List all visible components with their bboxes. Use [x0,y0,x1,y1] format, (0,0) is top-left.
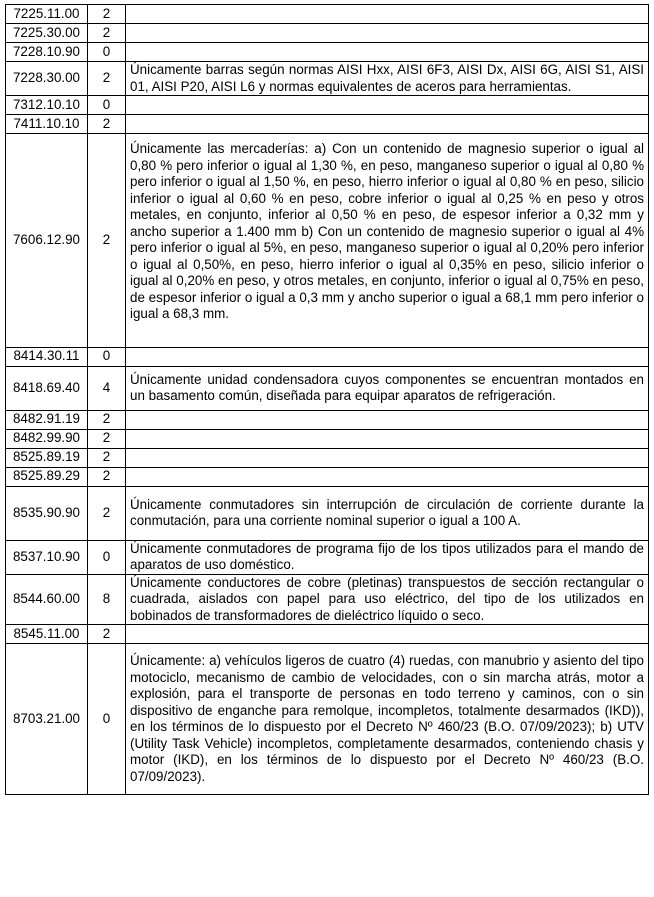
rate-value: 2 [88,115,126,134]
rate-value: 8 [88,574,126,625]
table-row [6,43,649,62]
description: Únicamente conmutadores sin interrupción de circulación de corriente durante la conmutación, para una corriente nominal superior o igual a 100 A. [126,486,649,540]
rate-value: 2 [88,5,126,24]
rate-value: 2 [88,410,126,429]
ncm-code: 8482.99.90 [6,429,88,448]
ncm-code: 8414.30.11 [6,347,88,366]
table-row [6,540,649,574]
rate-value: 2 [88,134,126,348]
ncm-code: 7228.10.90 [6,43,88,62]
ncm-code: 7225.30.00 [6,24,88,43]
description: Únicamente: a) vehículos ligeros de cuatro (4) ruedas, con manubrio y asiento del tipo motociclo, mecanismo de cambio de velocidades, con o sin marcha atrás, motor a explosión, para el transporte de personas en todo terreno y caminos, con o sin dispositivo de enganche para remolque, incompletos, totalmente desarmados (IKD)), en los términos de lo dispuesto por el Decreto Nº 460/23 (B.O. 07/09/2023); b) UTV (Utility Task Vehicle) incompletos, completamente desarmados, conteniendo chasis y motor (IKD), en los términos de lo dispuesto por el Decreto Nº 460/23 (B.O. 07/09/2023). [126,644,649,795]
rate-value: 2 [88,486,126,540]
description [126,5,649,24]
ncm-code: 8537.10.90 [6,540,88,574]
description [126,96,649,115]
rate-value: 2 [88,429,126,448]
ncm-code: 8535.90.90 [6,486,88,540]
description: Únicamente conductores de cobre (pletinas) transpuestos de sección rectangular o cuadrada, aislados con papel para uso eléctrico, del tipo de los utilizados en bobinados de transformadores de dieléctrico líquido o seco. [126,574,649,625]
ncm-code: 7411.10.10 [6,115,88,134]
description [126,410,649,429]
description [126,429,649,448]
description [126,448,649,467]
rate-value: 0 [88,540,126,574]
description [126,467,649,486]
table-row [6,644,649,795]
table-row [6,410,649,429]
ncm-code: 8544.60.00 [6,574,88,625]
table-row [6,24,649,43]
table-row [6,347,649,366]
rate-value: 0 [88,96,126,115]
ncm-code: 8545.11.00 [6,625,88,644]
table-row [6,96,649,115]
description [126,43,649,62]
rate-value: 4 [88,366,126,410]
table-row [6,62,649,96]
description [126,115,649,134]
table-row [6,429,649,448]
ncm-code: 8525.89.29 [6,467,88,486]
ncm-code: 7228.30.00 [6,62,88,96]
rate-value: 2 [88,467,126,486]
ncm-code: 8703.21.00 [6,644,88,795]
table-row [6,625,649,644]
ncm-code: 8525.89.19 [6,448,88,467]
description [126,625,649,644]
rate-value: 2 [88,62,126,96]
rate-value: 2 [88,24,126,43]
rate-value: 0 [88,43,126,62]
ncm-code: 8418.69.40 [6,366,88,410]
description: Únicamente conmutadores de programa fijo de los tipos utilizados para el mando de aparatos de uso doméstico. [126,540,649,574]
ncm-code: 7312.10.10 [6,96,88,115]
table-row [6,448,649,467]
description: Únicamente unidad condensadora cuyos componentes se encuentran montados en un basamento común, diseñada para equipar aparatos de refrigeración. [126,366,649,410]
ncm-code: 7225.11.00 [6,5,88,24]
description [126,24,649,43]
table-row [6,574,649,625]
table-row [6,366,649,410]
ncm-code: 7606.12.90 [6,134,88,348]
tariff-table [5,4,649,795]
table-row [6,134,649,348]
rate-value: 0 [88,644,126,795]
table-row [6,486,649,540]
table-row [6,5,649,24]
description [126,347,649,366]
ncm-code: 8482.91.19 [6,410,88,429]
rate-value: 0 [88,347,126,366]
table-row [6,467,649,486]
rate-value: 2 [88,625,126,644]
description: Únicamente las mercaderías: a) Con un contenido de magnesio superior o igual al 0,80 % pero inferior o igual al 1,30 %, en peso, manganeso superior o igual al 0,80 % pero inferior o igual al 1,50 %, en peso, hierro inferior o igual al 0,80 % en peso, silicio inferior o igual al 0,60 % en peso, cobre inferior o igual al 0,25 % en peso y otros metales, en conjunto, inferior al 0,50 % en peso, de espesor inferior a 0,32 mm y ancho superior a 1.400 mm b) Con un contenido de magnesio superior o igual al 4% pero inferior o igual al 5%, en peso, manganeso superior o igual al 0,20% pero inferior o igual al 0,50%, en peso, hierro inferior o igual al 0,35% en peso, silicio inferior o igual al 0,20% en peso, y otros metales, en conjunto, inferior o igual al 0,75% en peso, de espesor inferior o igual a 0,3 mm y ancho superior o igual a 68,1 mm pero inferior o igual a 68,3 mm. [126,134,649,348]
rate-value: 2 [88,448,126,467]
table-row [6,115,649,134]
description: Únicamente barras según normas AISI Hxx, AISI 6F3, AISI Dx, AISI 6G, AISI S1, AISI 01, AISI P20, AISI L6 y normas equivalentes de aceros para herramientas. [126,62,649,96]
